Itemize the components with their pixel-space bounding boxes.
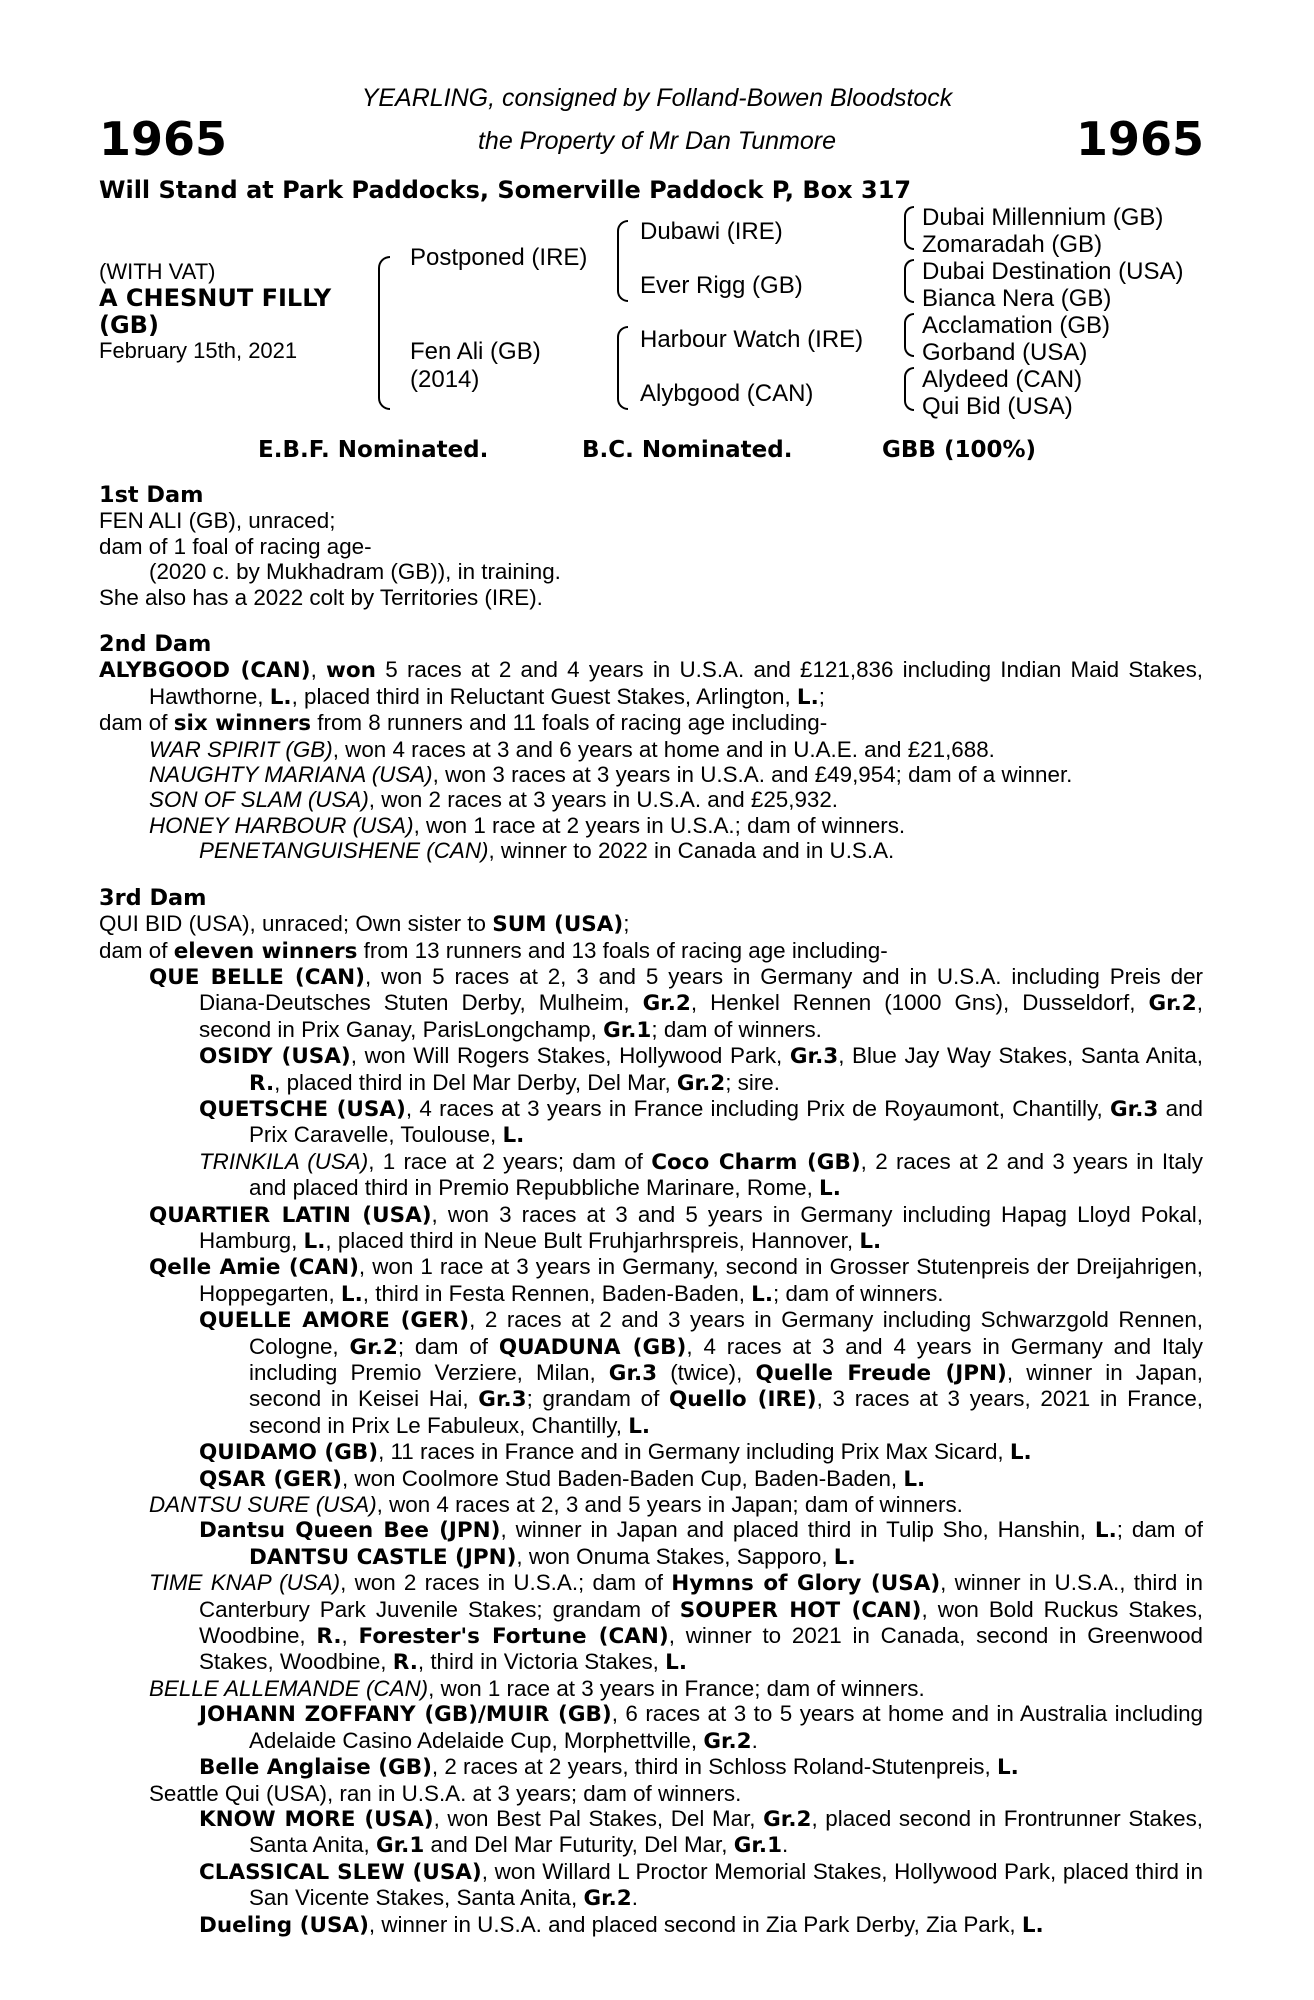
produce-entry: KNOW MORE (USA), won Best Pal Stakes, Del Mar, Gr.2, placed second in Frontrunner Stakes, Santa Anita, Gr.1 and Del Mar Futurity, Del Mar, Gr.1. <box>199 1805 1204 1859</box>
produce-entry: QUETSCHE (USA), 4 races at 3 years in France including Prix de Royaumont, Chantilly, Gr.3 and Prix Caravelle, Toulouse, L. <box>199 1095 1203 1149</box>
produce-entry: QSAR (GER), won Coolmore Stud Baden-Baden Cup, Baden-Baden, L. <box>199 1465 926 1492</box>
ebf-nomination: E.B.F. Nominated. <box>258 437 489 463</box>
second-dam-heading: 2nd Dam <box>99 631 212 658</box>
produce-entry: TIME KNAP (USA), won 2 races in U.S.A.; dam of Hymns of Glory (USA), winner in U.S.A., third in Canterbury Park Juvenile Stakes; grandam of SOUPER HOT (CAN), won Bold Ruckus Stakes, Woodbine, R., Forester's Fortune (CAN), winner to 2021 in Canada, second in Greenwood Stakes, Woodbine, R., third in Victoria Stakes, L. <box>149 1570 1203 1676</box>
produce-entry: QUARTIER LATIN (USA), won 3 races at 3 and 5 years in Germany including Hapag Lloyd Pokal, Hamburg, L., placed third in Neue Bult Fruhjarhrspreis, Hannover, L. <box>149 1201 1204 1254</box>
produce-entry: OSIDY (USA), won Will Rogers Stakes, Hollywood Park, Gr.3, Blue Jay Way Stakes, Santa Anita, R., placed third in Del Mar Derby, Del Mar, Gr.2; sire. <box>199 1043 1203 1096</box>
produce-entry: HONEY HARBOUR (USA), won 1 race at 2 years in U.S.A.; dam of winners. <box>149 812 906 838</box>
dam-year: (2014) <box>410 366 480 393</box>
first-dam-line: FEN ALI (GB), unraced; <box>99 508 336 534</box>
pedigree-brace-main <box>378 256 390 410</box>
produce-entry: Qelle Amie (CAN), won 1 race at 3 years in Germany, second in Grosser Stutenpreis der Dreijahrigen, Hoppegarten, L., third in Festa Rennen, Baden-Baden, L.; dam of winners. <box>149 1254 1203 1307</box>
first-dam-line: She also has a 2022 colt by Territories (IRE). <box>99 584 543 610</box>
ancestor-4: Bianca Nera (GB) <box>922 285 1112 312</box>
produce-entry: SON OF SLAM (USA), won 2 races at 3 years in U.S.A. and £25,932. <box>149 787 839 813</box>
ancestor-2: Zomaradah (GB) <box>922 231 1103 258</box>
property-line: the Property of Mr Dan Tunmore <box>477 127 836 155</box>
dam-name: Fen Ali (GB) <box>410 338 541 365</box>
third-dam-produce-summary: dam of eleven winners from 13 runners and 13 foals of racing age including- <box>99 937 888 964</box>
pedigree-brace-dam <box>617 326 628 410</box>
second-dam-entry: ALYBGOOD (CAN), won 5 races at 2 and 4 years in U.S.A. and £121,836 including Indian Maid Stakes, Hawthorne, L., placed third in Reluctant Guest Stakes, Arlington, L.; <box>99 657 1204 710</box>
produce-entry: CLASSICAL SLEW (USA), won Willard L Proctor Memorial Stakes, Hollywood Park, placed third in San Vicente Stakes, Santa Anita, Gr.2. <box>199 1858 1203 1912</box>
produce-entry: PENETANGUISHENE (CAN), winner to 2022 in Canada and in U.S.A. <box>199 838 895 864</box>
gbb-rating: GBB (100%) <box>882 437 1037 463</box>
ancestor-3: Dubai Destination (USA) <box>922 258 1184 285</box>
produce-entry: QUIDAMO (GB), 11 races in France and in Germany including Prix Max Sicard, L. <box>199 1439 1032 1466</box>
produce-entry: QUELLE AMORE (GER), 2 races at 2 and 3 years in Germany including Schwarzgold Rennen, Cologne, Gr.2; dam of QUADUNA (GB), 4 races at 3 and 4 years in Germany and Italy including Premio Verziere, Milan, Gr.3 (twice), Quelle Freude (JPN), winner in Japan, second in Keisei Hai, Gr.3; grandam of Quello (IRE), 3 races at 3 years, 2021 in France, second in Prix Le Fabuleux, Chantilly, L. <box>199 1307 1204 1439</box>
ancestor-1: Dubai Millennium (GB) <box>922 204 1164 231</box>
produce-entry: NAUGHTY MARIANA (USA), won 3 races at 3 years in U.S.A. and £49,954; dam of a winner. <box>149 762 1073 788</box>
produce-entry: TRINKILA (USA), 1 race at 2 years; dam of Coco Charm (GB), 2 races at 2 and 3 years in Italy and placed third in Premio Repubbliche Marinare, Rome, L. <box>199 1148 1203 1202</box>
produce-entry: Seattle Qui (USA), ran in U.S.A. at 3 years; dam of winners. <box>149 1780 742 1806</box>
vat-label: (WITH VAT) <box>99 259 216 284</box>
produce-entry: QUE BELLE (CAN), won 5 races at 2, 3 and 5 years in Germany and in U.S.A. including Preis der Diana-Deutsches Stuten Derby, Mulheim, Gr.2, Henkel Rennen (1000 Gns), Dusseldorf, Gr.2, second in Prix Ganay, ParisLongchamp, Gr.1; dam of winners. <box>149 963 1203 1043</box>
first-dam-heading: 1st Dam <box>99 482 204 508</box>
first-dam-line: dam of 1 foal of racing age- <box>99 533 372 559</box>
sire-dam-name: Ever Rigg (GB) <box>640 272 803 299</box>
bc-nomination: B.C. Nominated. <box>582 437 793 463</box>
ancestor-6: Gorband (USA) <box>922 339 1088 366</box>
ancestor-7: Alydeed (CAN) <box>922 366 1083 393</box>
produce-entry: DANTSU SURE (USA), won 4 races at 2, 3 and 5 years in Japan; dam of winners. <box>149 1492 963 1518</box>
sire-name: Postponed (IRE) <box>410 244 588 271</box>
catalogue-body <box>99 483 1203 1938</box>
produce-entry: Dantsu Queen Bee (JPN), winner in Japan and placed third in Tulip Sho, Hanshin, L.; dam of DANTSU CASTLE (JPN), won Onuma Stakes, Sapporo, L. <box>199 1517 1203 1570</box>
ancestor-5: Acclamation (GB) <box>922 312 1111 339</box>
sire-sire-name: Dubawi (IRE) <box>640 218 783 245</box>
lot-number-left: 1965 <box>99 112 228 166</box>
consignor-line: YEARLING, consigned by Folland-Bowen Bloodstock <box>361 84 953 112</box>
stand-location: Will Stand at Park Paddocks, Somerville Paddock P, Box 317 <box>99 176 912 204</box>
produce-entry: Belle Anglaise (GB), 2 races at 2 years, third in Schloss Roland-Stutenpreis, L. <box>199 1754 1019 1781</box>
dam-dam-name: Alybgood (CAN) <box>640 380 814 407</box>
produce-entry: JOHANN ZOFFANY (GB)/MUIR (GB), 6 races at 3 to 5 years at home and in Australia including Adelaide Casino Adelaide Cup, Morphettville, Gr.2. <box>199 1701 1203 1754</box>
second-dam-produce-summary: dam of six winners from 8 runners and 11 foals of racing age including- <box>99 710 828 737</box>
foaling-date: February 15th, 2021 <box>99 338 298 363</box>
produce-entry: BELLE ALLEMANDE (CAN), won 1 race at 3 years in France; dam of winners. <box>149 1675 925 1701</box>
dam-sire-name: Harbour Watch (IRE) <box>640 326 864 353</box>
pedigree-brace-sire <box>617 220 628 302</box>
pedigree-brace-g1 <box>904 206 914 250</box>
first-dam-produce: (2020 c. by Mukhadram (GB)), in training. <box>149 559 561 585</box>
third-dam-line: QUI BID (USA), unraced; Own sister to SUM (USA); <box>99 911 630 938</box>
third-dam-heading: 3rd Dam <box>99 884 207 911</box>
horse-name: A CHESNUT FILLY <box>99 284 332 312</box>
pedigree-brace-g4 <box>904 367 914 411</box>
horse-country: (GB) <box>99 311 159 339</box>
pedigree-brace-g3 <box>904 313 914 357</box>
produce-entry: WAR SPIRIT (GB), won 4 races at 3 and 6 years at home and in U.A.E. and £21,688. <box>149 736 995 762</box>
ancestor-8: Qui Bid (USA) <box>922 393 1073 420</box>
lot-number-right: 1965 <box>1075 112 1204 166</box>
pedigree-brace-g2 <box>904 259 914 303</box>
produce-entry: Dueling (USA), winner in U.S.A. and placed second in Zia Park Derby, Zia Park, L. <box>199 1911 1044 1938</box>
